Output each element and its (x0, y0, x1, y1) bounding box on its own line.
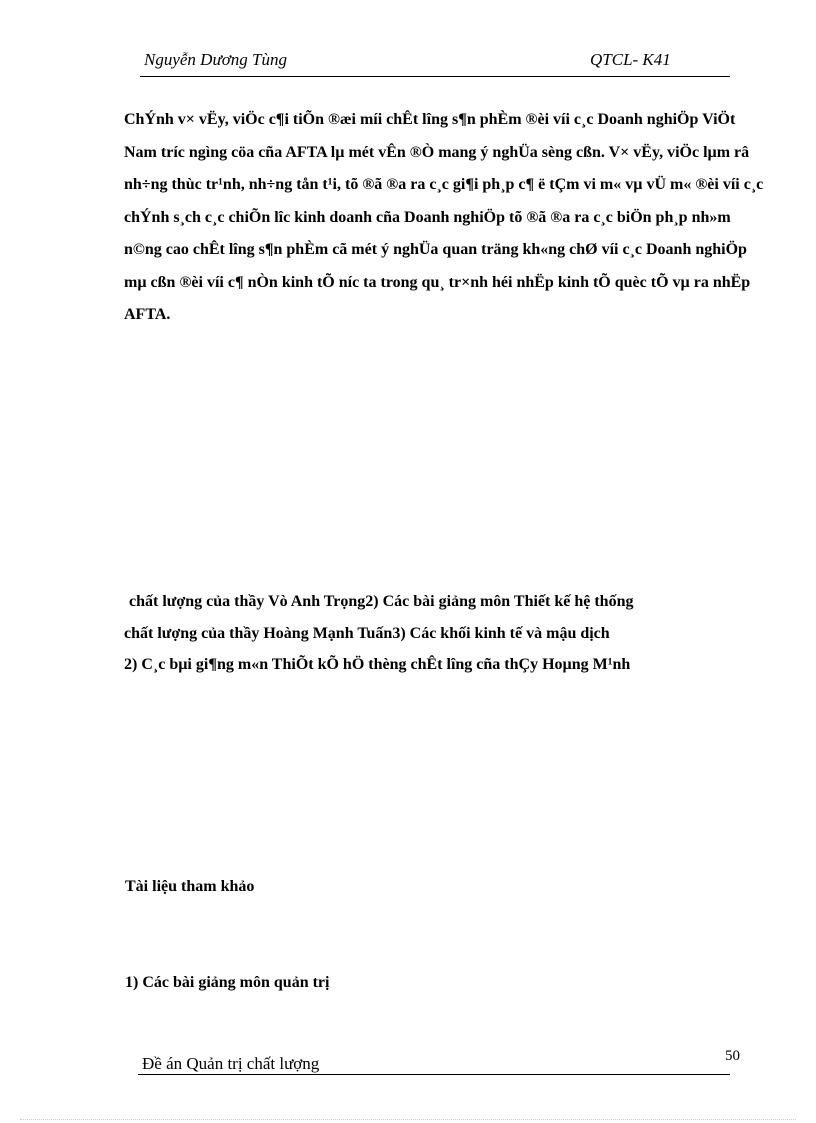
page-footer (138, 1048, 740, 1075)
page-header (140, 48, 730, 77)
footer-title: Đề án Quản trị chất lượng (142, 1054, 320, 1073)
page-edge-divider (20, 1119, 796, 1120)
fragment-line-3: 2) C¸c bµi gi¶ng m«n ThiÕt kÕ hÖ thèng chÊt lîng cña thÇy Hoµng M¹nh (124, 656, 631, 673)
header-class-code: QTCL- K41 (590, 50, 671, 69)
fragment-line-2: chất lượng của thầy Hoàng Mạnh Tuấn3) Các khối kinh tế và mậu dịch (124, 624, 610, 642)
fragment-line-1: chất lượng của thầy Vò Anh Trọng2) Các bài giảng môn Thiết kế hệ thống (129, 593, 634, 610)
page-number: 50 (725, 1048, 740, 1064)
header-author: Nguyễn Dương Tùng (144, 50, 288, 69)
reference-item-1: 1) Các bài giảng môn quản trị (125, 974, 330, 991)
body-paragraph: ChÝnh v× vËy, viÖc c¶i tiÕn ®æi míi chÊt lîng s¶n phÈm ®èi víi c¸c Doanh nghiÖp ViÖt Nam tríc ngìng cöa cña AFTA lµ mét vÊn ®Ò mang ý nghÜa sèng cßn. V× vËy, viÖc lµm râ nh÷ng thùc tr¹nh, nh÷ng tån t¹i, tõ ®ã ®a ra c¸c gi¶i ph¸p c¶ ë tÇm vi m« vµ vÜ m« ®èi víi c¸c chÝnh s¸ch c¸c chiÕn lîc kinh doanh cña Doanh nghiÖp tõ ®ã ®a ra c¸c biÖn ph¸p nh»m n©ng cao chÊt lîng s¶n phÈm cã mét ý nghÜa quan träng kh«ng chØ víi c¸c Doanh nghiÖp mµ cßn ®èi víi c¶ nÒn kinh tÕ níc ta trong qu¸ tr×nh héi nhËp kinh tÕ quèc tÕ vµ ra nhËp AFTA. (124, 111, 764, 323)
references-heading: Tài liệu tham khảo (125, 878, 255, 895)
reference-fragments (124, 586, 764, 681)
